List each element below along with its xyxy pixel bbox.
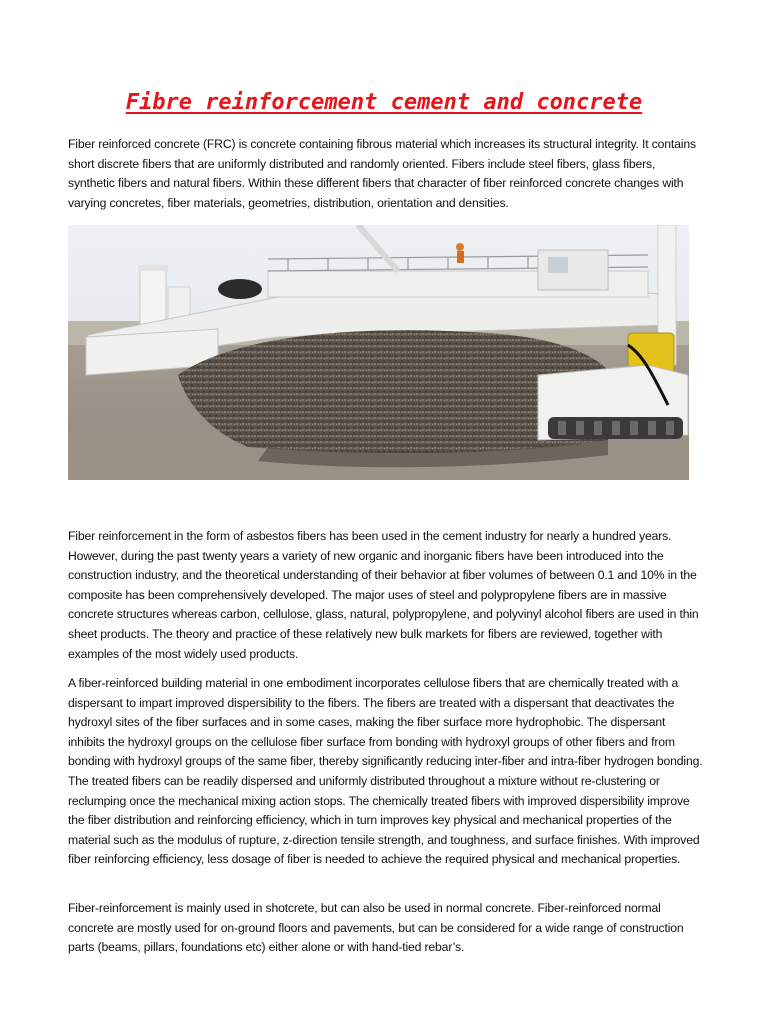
paragraph-shotcrete: Fiber-reinforcement is mainly used in shotcrete, but can also be used in normal concrete. Fiber-reinforced normal concrete are mostly used for on-ground floors and pavements, but can be considered for a wide range of construction parts (beams, pillars, foundations etc) either alone or with hand-tied rebar’s. <box>68 901 684 955</box>
paragraph-history: Fiber reinforcement in the form of asbestos fibers has been used in the cement industry for nearly a hundred years. However, during the past twenty years a variety of new organic and inorganic fibers have been introduced into the construction industry, and the theoretical understanding of their behavior at fiber volumes of between 0.1 and 10% in the composite has been comprehensively developed. The major uses of steel and polypropylene fibers are in massive concrete structures whereas carbon, cellulose, glass, natural, polypropylene, and polyvinyl alcohol fibers are used in thin sheet products. The theory and practice of these relatively new bulk markets for fibers are reviewed, together with examples of the most widely used products. <box>68 529 699 661</box>
construction-site-image <box>68 225 689 480</box>
concrete-paving-photo <box>68 225 689 480</box>
paragraph-cellulose: A fiber-reinforced building material in one embodiment incorporates cellulose fibers that are chemically treated with a dispersant to impart improved dispersibility to the fibers. The fibers are treated with a dispersant that deactivates the hydroxyl sites of the fiber surfaces and in some cases, making the fiber surface more hydrophobic. The dispersant inhibits the hydroxyl groups on the cellulose fiber surface from bonding with hydroxyl groups of other fibers and from bonding with hydroxyl groups of the same fiber, thereby significantly reducing inter-fiber and intra-fiber hydrogen bonding. The treated fibers can be readily dispersed and uniformly distributed throughout a mixture without re-clustering or reclumping once the mechanical mixing action stops. The chemically treated fibers with improved dispersibility improve the fiber distribution and reinforcing efficiency, which in turn improves key physical and mechanical properties of the material such as the modulus of rupture, z-direction tensile strength, and toughness, and surface finishes. With improved fiber reinforcing efficiency, less dosage of fiber is needed to achieve the required physical and mechanical properties. <box>68 676 703 867</box>
paragraph-intro: Fiber reinforced concrete (FRC) is concrete containing fibrous material which increases its structural integrity. It contains short discrete fibers that are uniformly distributed and randomly oriented. Fibers include steel fibers, glass fibers, synthetic fibers and natural fibers. Within these different fibers that character of fiber reinforced concrete changes with varying concretes, fiber materials, geometries, distribution, orientation and densities. <box>68 137 696 210</box>
document-title: Fibre reinforcement cement and concrete <box>125 90 643 115</box>
